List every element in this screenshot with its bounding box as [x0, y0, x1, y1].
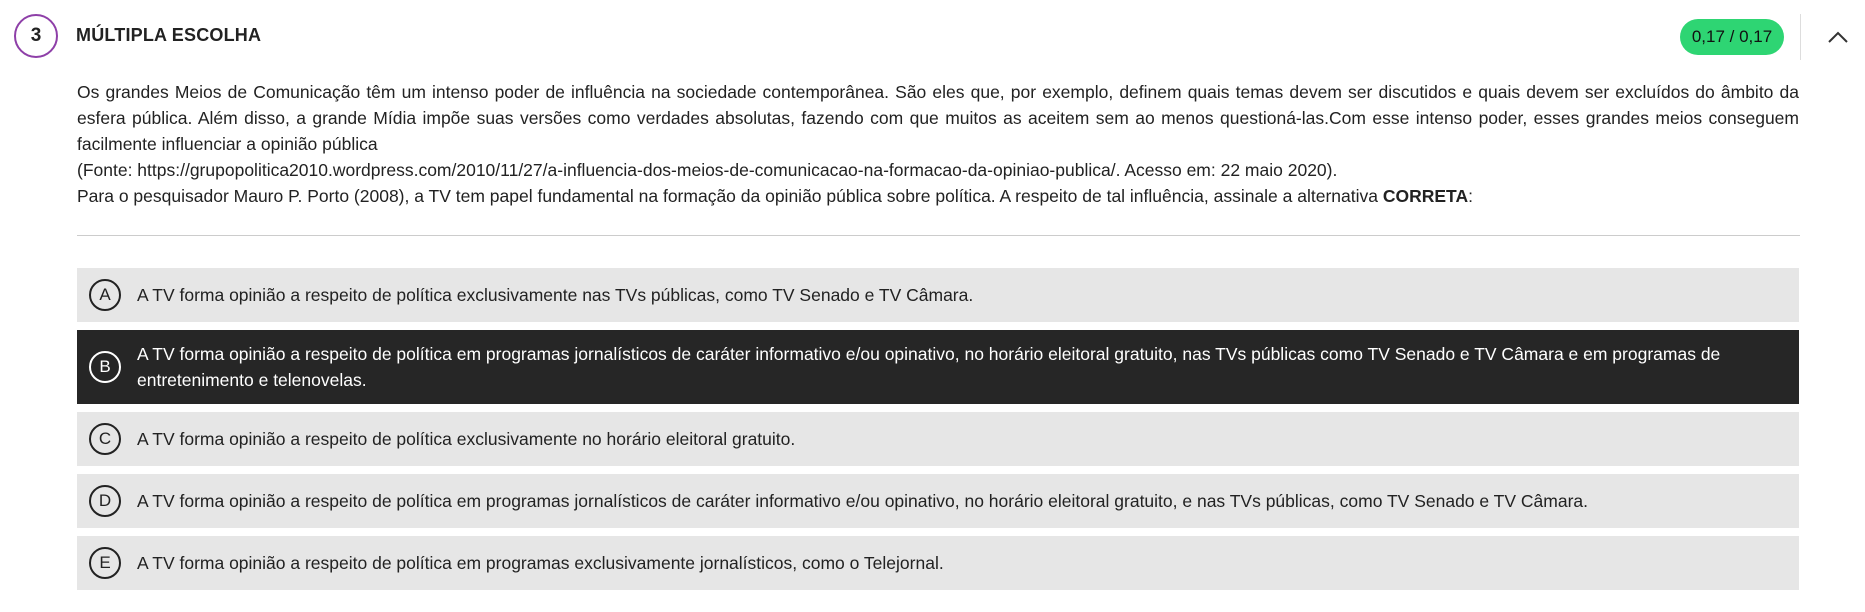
option-letter-badge: [89, 485, 121, 517]
option-text: A TV forma opinião a respeito de política exclusivamente no horário eleitoral gratuito.: [137, 429, 796, 449]
prompt-text: Para o pesquisador Mauro P. Porto (2008), a TV tem papel fundamental na formação da opinião pública sobre política. A respeito de tal influência, assinale a alternativa: [77, 186, 1383, 206]
option-letter: E: [99, 553, 111, 572]
statement-paragraph: Os grandes Meios de Comunicação têm um intenso poder de influência na sociedade contemporânea. São eles que, por exemplo, definem quais temas devem ser discutidos e quais devem ser excluídos do âmbito da esfera pública. Além disso, a grande Mídia impõe suas versões como verdades absolutas, fazendo com que muitos as aceitem sem ao menos questioná-las.Com esse intenso poder, esses grandes meios conseguem facilmente influenciar a opinião pública: [77, 82, 1799, 154]
chevron-up-icon: [1827, 30, 1849, 44]
option-letter-badge: [89, 279, 121, 311]
option-letter: A: [99, 285, 111, 304]
option-text: A TV forma opinião a respeito de política exclusivamente nas TVs públicas, como TV Senado e TV Câmara.: [137, 285, 974, 305]
score-label: 0,17 / 0,17: [1691, 27, 1773, 46]
statement-divider: [77, 235, 1800, 236]
option-text: A TV forma opinião a respeito de política em programas jornalísticos de caráter informativo e/ou opinativo, no horário eleitoral gratuito, nas TVs públicas como TV Senado e TV Câmara e em programas de entretenimento e telenovelas.: [137, 344, 1721, 390]
question-type: MÚLTIPLA ESCOLHA: [76, 25, 262, 45]
option-a[interactable]: [77, 268, 1799, 322]
option-c[interactable]: [77, 412, 1799, 466]
option-letter-badge: [89, 351, 121, 383]
option-letter: D: [98, 491, 112, 510]
option-letter: C: [98, 429, 112, 448]
prompt-emphasis: CORRETA: [1382, 186, 1469, 206]
header-divider: [1800, 14, 1801, 60]
option-e[interactable]: [77, 536, 1799, 590]
question-statement: [77, 79, 1799, 209]
option-d[interactable]: [77, 474, 1799, 528]
option-b[interactable]: [77, 330, 1799, 404]
question-number: [14, 14, 58, 58]
statement-prompt: [77, 183, 1799, 209]
score-badge: [1680, 19, 1784, 55]
statement-source: (Fonte: https://grupopolitica2010.wordpress.com/2010/11/27/a-influencia-dos-meios-de-comunicacao-na-formacao-da-opiniao-publica/. Acesso em: 22 maio 2020).: [77, 160, 1338, 180]
question-number-label: 3: [30, 25, 42, 46]
option-text: A TV forma opinião a respeito de política em programas exclusivamente jornalísticos, como o Telejornal.: [137, 553, 944, 573]
option-letter-badge: [89, 547, 121, 579]
collapse-button[interactable]: [1818, 22, 1858, 52]
option-letter-badge: [89, 423, 121, 455]
option-letter: B: [99, 357, 111, 376]
prompt-suffix: :: [1468, 186, 1473, 206]
option-text: A TV forma opinião a respeito de política em programas jornalísticos de caráter informativo e/ou opinativo, no horário eleitoral gratuito, e nas TVs públicas, como TV Senado e TV Câmara.: [137, 491, 1588, 511]
